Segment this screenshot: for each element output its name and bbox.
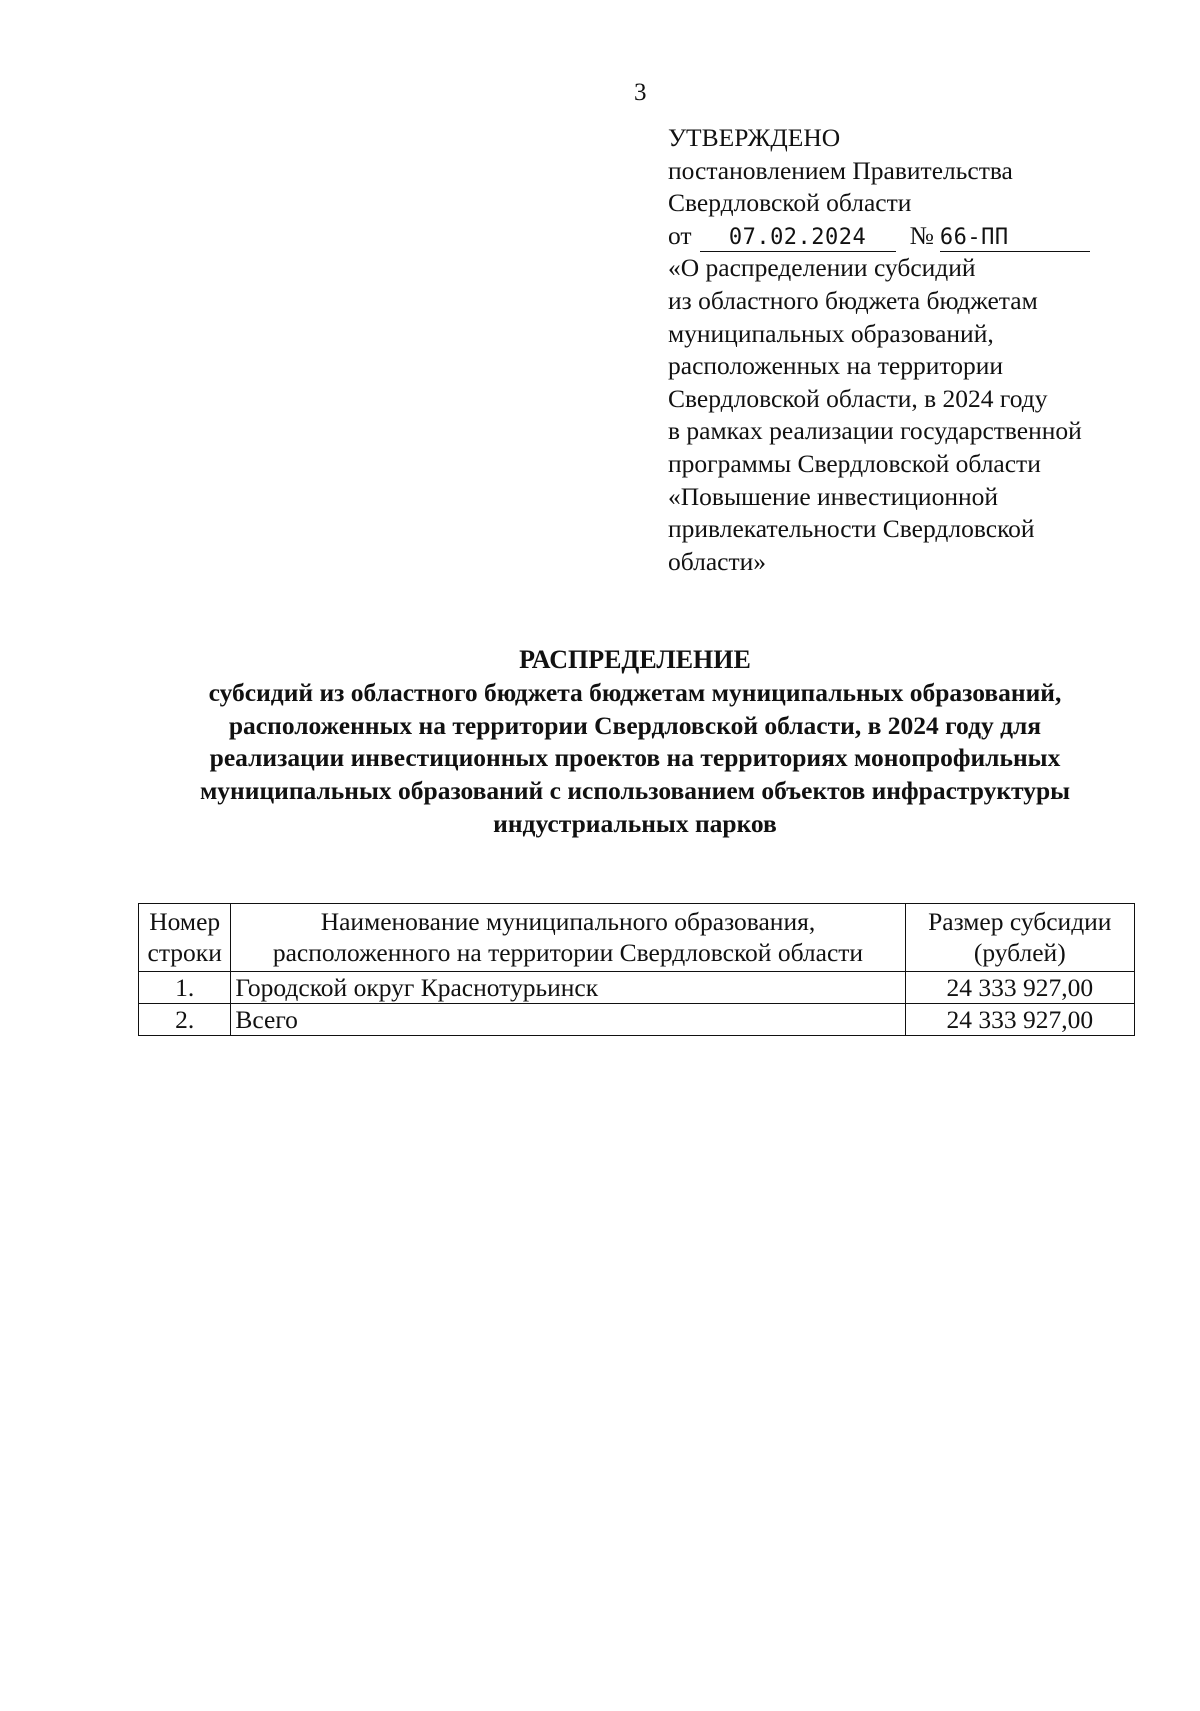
document-title-main: РАСПРЕДЕЛЕНИЕ [519, 645, 751, 674]
document-subtitle-line: расположенных на территории Свердловской области, в 2024 году для [228, 710, 1042, 740]
approval-title-line: «Повышение инвестиционной [668, 481, 999, 511]
document-subtitle-line: реализации инвестиционных проектов на территориях монопрофильных [209, 743, 1061, 773]
header-amount-line: (рублей) [973, 938, 1066, 967]
approval-date-line [668, 220, 1138, 253]
distribution-table [138, 903, 1135, 1036]
approval-heading: УТВЕРЖДЕНО [668, 123, 841, 152]
decree-date: 07.02.2024 [700, 225, 896, 252]
approval-title-line: муниципальных образований, [668, 318, 994, 348]
header-row-number-line: Номер [149, 907, 221, 936]
approval-title-line: в рамках реализации государственной [668, 416, 1082, 446]
approval-title-line: из областного бюджета бюджетам [668, 285, 1038, 315]
total-amount-cell: 24 333 927,00 [905, 1004, 1134, 1036]
table-row [139, 972, 1135, 1004]
header-municipality-name [231, 904, 905, 972]
municipality-name-cell: Городской округ Краснотурьинск [231, 972, 905, 1004]
document-subtitle-line: муниципальных образований с использованием объектов инфраструктуры [199, 776, 1071, 806]
document-subtitle-line: индустриальных парков [493, 808, 777, 838]
table-row-total [139, 1004, 1135, 1036]
header-row-number [139, 904, 231, 972]
approval-title-line: программы Свердловской области [668, 448, 1041, 478]
approval-line-1: постановлением Правительства [668, 155, 1013, 185]
header-amount-line: Размер субсидии [928, 907, 1112, 936]
row-number-cell: 1. [139, 972, 231, 1004]
document-title [120, 644, 1150, 841]
approval-title-line: Свердловской области, в 2024 году [668, 383, 1048, 413]
approval-title-line: расположенных на территории [668, 351, 1003, 381]
approval-title-line: привлекательности Свердловской [668, 514, 1035, 544]
approval-title-line: «О распределении субсидий [668, 253, 976, 283]
row-number-cell: 2. [139, 1004, 231, 1036]
table-header-row [139, 904, 1135, 972]
date-prefix: от [668, 220, 692, 250]
approval-block [668, 122, 1138, 578]
header-name-line: Наименование муниципального образования, [320, 907, 816, 936]
approval-title-line: области» [668, 546, 766, 576]
number-prefix: № [909, 220, 934, 250]
header-row-number-line: строки [147, 938, 222, 967]
decree-number: 66-ПП [940, 225, 1090, 252]
page-number: 3 [634, 79, 647, 106]
subsidy-amount-cell: 24 333 927,00 [905, 972, 1134, 1004]
document-subtitle-line: субсидий из областного бюджета бюджетам муниципальных образований, [208, 677, 1062, 707]
total-label-cell: Всего [231, 1004, 905, 1036]
approval-line-2: Свердловской области [668, 188, 912, 218]
header-subsidy-amount [905, 904, 1134, 972]
header-name-line: расположенного на территории Свердловской области [272, 938, 864, 967]
